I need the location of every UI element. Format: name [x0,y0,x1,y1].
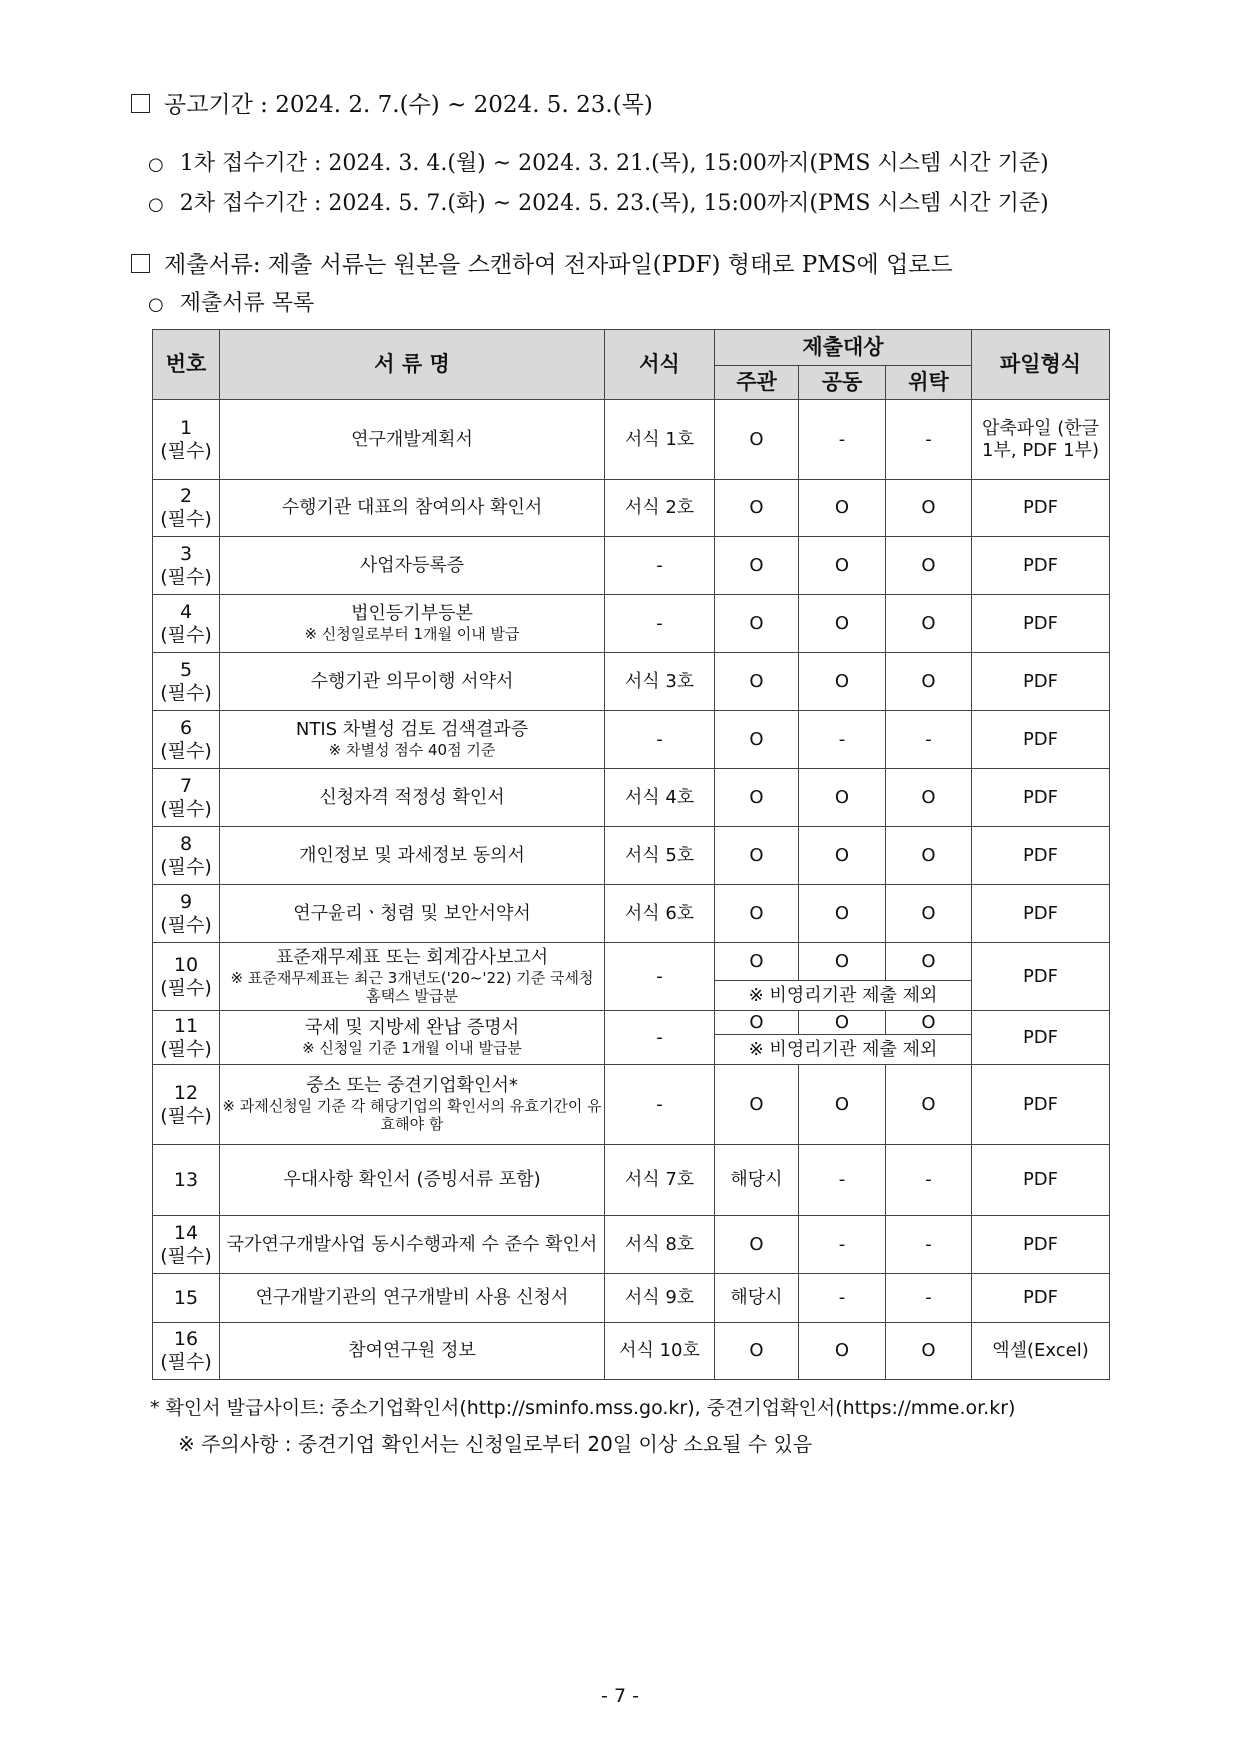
row-lead: O [715,537,799,595]
row-consign: O [886,595,972,653]
round2-line [148,186,1049,217]
row-name [220,711,605,769]
row-filetype: PDF [972,885,1110,943]
doc-note: ※ 표준재무제표는 최근 3개년도('20~'22) 기준 국세청 홈택스 발급분 [230,968,594,1006]
row-consign: - [886,1274,972,1323]
row-number [153,1323,220,1380]
row-joint: - [799,711,886,769]
table-row [153,537,1110,595]
table-row [153,1274,1110,1323]
row-lead: O [715,595,799,653]
page-number: - 7 - [601,1685,639,1707]
submission-title: 제출서류: 제출 서류는 원본을 스캔하여 전자파일(PDF) 형태로 PMS에 업로드 [164,252,953,278]
row-form: 서식 10호 [605,1323,715,1380]
row-lead: 해당시 [715,1145,799,1216]
table-row [153,711,1110,769]
row-name [220,1011,605,1065]
row-joint: O [799,653,886,711]
table-row [153,400,1110,480]
row-lead: O [715,943,799,981]
row-filetype: PDF [972,537,1110,595]
row-number [153,943,220,1011]
row-filetype: PDF [972,1065,1110,1145]
row-filetype: PDF [972,827,1110,885]
table-row [153,480,1110,537]
row-number [153,595,220,653]
round1-text: 1차 접수기간 : 2024. 3. 4.(월) ~ 2024. 3. 21.(목), 15:00까지(PMS 시스템 시간 기준) [179,151,1049,176]
row-no: 11 [173,1014,199,1037]
list-title: 제출서류 목록 [179,291,315,316]
row-required: (필수) [160,508,212,530]
row-required: (필수) [160,1104,212,1127]
table-row [153,827,1110,885]
row-joint: - [799,400,886,480]
header-lead: 주관 [715,366,799,400]
bullet-circle-icon: ○ [148,154,164,175]
row-name [220,595,605,653]
row-name [220,400,605,480]
row-number [153,769,220,827]
row-lead: O [715,769,799,827]
row-number [153,1216,220,1274]
row-no: 2 [179,485,193,508]
footnote-caution: ※ 주의사항 : 중견기업 확인서는 신청일로부터 20일 이상 소요될 수 있음 [178,1432,813,1456]
row-name [220,885,605,943]
row-number [153,1011,220,1065]
row-joint: - [799,1145,886,1216]
row-exception: ※ 비영리기관 제출 제외 [715,981,972,1011]
row-form: - [605,537,715,595]
row-number [153,653,220,711]
row-required: (필수) [160,439,212,462]
row-required: (필수) [160,913,212,936]
row-number [153,1145,220,1216]
submission-heading [131,246,953,279]
table-row [153,595,1110,653]
row-consign: O [886,653,972,711]
row-name [220,1323,605,1380]
row-filetype: 엑셀(Excel) [972,1323,1110,1380]
table-row [153,885,1110,943]
row-required: (필수) [160,1244,212,1267]
documents-table [152,329,1110,1380]
row-required: (필수) [160,976,212,999]
row-consign: O [886,1323,972,1380]
row-number [153,1274,220,1323]
row-no: 6 [179,716,193,739]
row-joint: - [799,1274,886,1323]
bullet-circle-icon: ○ [148,194,164,215]
row-required: (필수) [160,1351,212,1373]
row-form: - [605,1065,715,1145]
doc-name: 수행기관 의무이행 서약서 [310,670,514,692]
row-required: (필수) [160,1037,212,1060]
doc-note: ※ 차별성 점수 40점 기준 [328,740,496,759]
row-filetype: PDF [972,595,1110,653]
row-name [220,943,605,1011]
row-no: 14 [173,1221,199,1244]
header-form: 서식 [605,330,715,400]
doc-name: 사업자등록증 [359,554,465,576]
row-filetype: PDF [972,653,1110,711]
row-number [153,711,220,769]
row-consign: O [886,1065,972,1145]
checkbox-square-icon [131,94,150,113]
row-consign: O [886,537,972,595]
row-lead: O [715,480,799,537]
row-number [153,537,220,595]
row-form: 서식 9호 [605,1274,715,1323]
row-no: 16 [173,1328,199,1351]
row-no: 12 [173,1081,199,1104]
doc-name: 법인등기부등본 [351,603,473,625]
row-no: 8 [179,832,193,855]
doc-name: 연구개발계획서 [351,428,473,450]
row-filetype: PDF [972,1274,1110,1323]
row-consign: - [886,400,972,480]
row-number [153,480,220,537]
row-joint: O [799,595,886,653]
row-name [220,769,605,827]
row-no: 4 [179,600,193,623]
checkbox-square-icon [131,254,150,273]
row-consign: O [886,1011,972,1035]
doc-note: ※ 신청일 기준 1개월 이내 발급분 [302,1038,522,1057]
doc-name: 연구윤리ㆍ청렴 및 보안서약서 [293,902,531,924]
header-joint: 공동 [799,366,886,400]
row-name [220,1216,605,1274]
row-no: 7 [179,774,193,797]
header-consign: 위탁 [886,366,972,400]
list-title-line [148,286,314,317]
row-lead: O [715,711,799,769]
row-consign: O [886,885,972,943]
row-no: 13 [173,1168,199,1191]
doc-name: 개인정보 및 과세정보 동의서 [299,844,525,866]
doc-note: ※ 과제신청일 기준 각 해당기업의 확인서의 유효기간이 유효해야 함 [222,1096,602,1134]
row-no: 10 [173,953,199,976]
table-row [153,1065,1110,1145]
row-no: 5 [179,658,193,681]
row-no: 9 [179,890,193,913]
row-name [220,653,605,711]
doc-name: 국가연구개발사업 동시수행과제 수 준수 확인서 [226,1233,598,1255]
row-consign: - [886,711,972,769]
table-row [153,1216,1110,1274]
row-lead: O [715,1065,799,1145]
row-form: - [605,1011,715,1065]
bullet-circle-icon: ○ [148,294,164,315]
row-consign: O [886,827,972,885]
row-name [220,1065,605,1145]
row-required: (필수) [160,681,212,704]
row-joint: O [799,827,886,885]
row-joint: O [799,537,886,595]
row-form: 서식 8호 [605,1216,715,1274]
row-joint: O [799,1065,886,1145]
row-no: 3 [179,542,193,565]
row-lead: O [715,1011,799,1035]
row-filetype: PDF [972,943,1110,1011]
doc-name: 연구개발기관의 연구개발비 사용 신청서 [255,1287,569,1309]
round2-text: 2차 접수기간 : 2024. 5. 7.(화) ~ 2024. 5. 23.(목), 15:00까지(PMS 시스템 시간 기준) [179,191,1049,216]
row-consign: O [886,769,972,827]
row-joint: O [799,943,886,981]
doc-name: 중소 또는 중견기업확인서* [306,1074,518,1096]
row-required: (필수) [160,623,212,646]
row-form: - [605,595,715,653]
row-filetype: PDF [972,769,1110,827]
doc-name: 우대사항 확인서 (증빙서류 포함) [283,1169,541,1191]
row-consign: O [886,480,972,537]
header-target: 제출대상 [715,330,972,366]
row-form: 서식 4호 [605,769,715,827]
row-consign: - [886,1216,972,1274]
row-lead: O [715,1323,799,1380]
row-name [220,827,605,885]
row-exception: ※ 비영리기관 제출 제외 [715,1035,972,1065]
row-joint: - [799,1216,886,1274]
round1-line [148,146,1049,177]
row-joint: O [799,1323,886,1380]
row-lead: O [715,400,799,480]
row-lead: O [715,1216,799,1274]
row-form: - [605,943,715,1011]
row-filetype: PDF [972,1011,1110,1065]
row-required: (필수) [160,565,212,588]
row-required: (필수) [160,797,212,820]
table-row [153,943,1110,981]
doc-name: 표준재무제표 또는 회계감사보고서 [275,946,549,968]
table-row [153,769,1110,827]
row-name [220,1274,605,1323]
row-form: 서식 7호 [605,1145,715,1216]
row-form: 서식 3호 [605,653,715,711]
table-row [153,653,1110,711]
row-number [153,885,220,943]
row-form: - [605,711,715,769]
row-filetype: PDF [972,480,1110,537]
row-name [220,1145,605,1216]
row-number [153,1065,220,1145]
row-form: 서식 6호 [605,885,715,943]
doc-name: 국세 및 지방세 완납 증명서 [304,1017,520,1039]
row-lead: O [715,885,799,943]
row-no: 15 [173,1286,199,1309]
table-row [153,1145,1110,1216]
row-form: 서식 1호 [605,400,715,480]
period-title: 공고기간 : 2024. 2. 7.(수) ~ 2024. 5. 23.(목) [164,92,653,118]
row-number [153,400,220,480]
header-filetype: 파일형식 [972,330,1110,400]
row-joint: O [799,1011,886,1035]
row-no: 1 [179,416,193,439]
table-row [153,1323,1110,1380]
header-name: 서 류 명 [220,330,605,400]
row-lead: O [715,653,799,711]
row-filetype: PDF [972,711,1110,769]
row-filetype: 압축파일 (한글 1부, PDF 1부) [972,400,1110,480]
row-filetype: PDF [972,1145,1110,1216]
row-name [220,480,605,537]
row-consign: O [886,943,972,981]
row-consign: - [886,1145,972,1216]
row-required: (필수) [160,855,212,878]
row-number [153,827,220,885]
row-lead: O [715,827,799,885]
row-lead: 해당시 [715,1274,799,1323]
row-joint: O [799,480,886,537]
header-no: 번호 [153,330,220,400]
doc-note: ※ 신청일로부터 1개월 이내 발급 [304,624,520,643]
table-row [153,1011,1110,1035]
row-required: (필수) [160,739,212,762]
doc-name: 수행기관 대표의 참여의사 확인서 [281,497,543,519]
row-form: 서식 5호 [605,827,715,885]
doc-name: 신청자격 적정성 확인서 [319,786,505,808]
row-form: 서식 2호 [605,480,715,537]
footnote-sites: * 확인서 발급사이트: 중소기업확인서(http://sminfo.mss.go.kr), 중견기업확인서(https://mme.or.kr) [150,1397,1016,1419]
period-heading [131,86,653,119]
row-name [220,537,605,595]
row-joint: O [799,769,886,827]
row-filetype: PDF [972,1216,1110,1274]
doc-name: 참여연구원 정보 [348,1340,476,1362]
doc-name: NTIS 차별성 검토 검색결과증 [295,719,529,741]
row-joint: O [799,885,886,943]
